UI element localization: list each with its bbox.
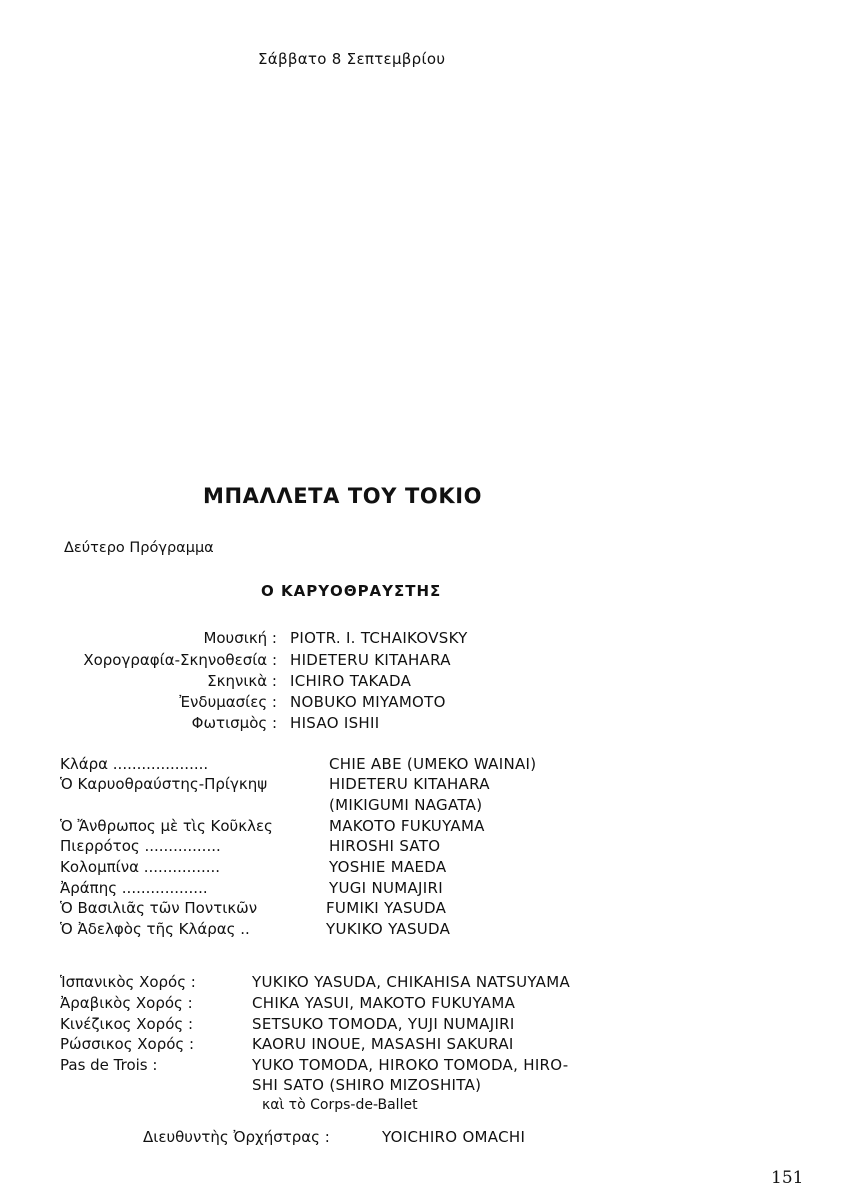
cast-name: FUMIKI YASUDA	[326, 899, 447, 917]
dance-performers: SETSUKO TOMODA, YUJI NUMAJIRI	[252, 1015, 515, 1033]
dance-performers: SHI SATO (SHIRO MIZOSHITA)	[252, 1076, 482, 1094]
credit-role: Χορογραφία-Σκηνοθεσία :	[83, 651, 277, 669]
cast-role: Κολομπίνα ................	[60, 858, 221, 876]
cast-name: YUGI NUMAJIRI	[329, 879, 443, 897]
cast-name: (MIKIGUMI NAGATA)	[329, 796, 483, 814]
dance-performers: YUKIKO YASUDA, CHIKAHISA NATSUYAMA	[252, 973, 571, 991]
cast-name: CHIE ABE (UMEKO WAINAI)	[329, 755, 537, 773]
dance-role: Ρώσσικος Χορός :	[60, 1035, 195, 1053]
cast-name: HIROSHI SATO	[329, 837, 441, 855]
cast-name: HIDETERU KITAHARA	[329, 775, 490, 793]
page-number: 151	[771, 1168, 804, 1188]
credit-role: Ἐνδυμασίες :	[179, 693, 277, 711]
credit-role: Μουσική :	[203, 629, 277, 647]
conductor-role: Διευθυντὴς Ὀρχήστρας :	[143, 1128, 330, 1146]
cast-name: YUKIKO YASUDA	[326, 920, 451, 938]
work-title: Ο ΚΑΡΥΟΘΡΑΥΣΤΗΣ	[261, 582, 442, 600]
credit-name: HISAO ISHII	[290, 714, 380, 732]
cast-role: Ὁ Καρυοθραύστης-Πρίγκηψ	[60, 775, 268, 793]
credit-name: ICHIRO TAKADA	[290, 672, 412, 690]
credit-role: Σκηνικὰ :	[207, 672, 277, 690]
performance-date: Σάββατο 8 Σεπτεμβρίου	[258, 50, 446, 68]
corps-de-ballet-note: καὶ τὸ Corps-de-Ballet	[262, 1097, 418, 1113]
cast-role: Ὁ Ἄνθρωπος μὲ τὶς Κοῦκλες	[60, 817, 273, 835]
credit-role: Φωτισμὸς :	[191, 714, 277, 732]
cast-role: Ὁ Βασιλιᾶς τῶν Ποντικῶν	[60, 899, 258, 917]
company-title: ΜΠΑΛΛΕΤΑ ΤΟΥ ΤΟΚΙΟ	[203, 484, 483, 508]
dance-performers: CHIKA YASUI, MAKOTO FUKUYAMA	[252, 994, 516, 1012]
dance-role: Ἀραβικὸς Χορός :	[60, 994, 193, 1012]
cast-name: YOSHIE MAEDA	[329, 858, 447, 876]
dance-performers: YUKO TOMODA, HIROKO TOMODA, HIRO-	[252, 1056, 569, 1074]
credit-name: HIDETERU KITAHARA	[290, 651, 451, 669]
cast-role: Κλάρα ....................	[60, 755, 209, 773]
credit-name: PIOTR. I. TCHAIKOVSKY	[290, 629, 468, 647]
program-label: Δεύτερο Πρόγραμμα	[64, 540, 214, 556]
credit-name: NOBUKO MIYAMOTO	[290, 693, 446, 711]
cast-name: MAKOTO FUKUYAMA	[329, 817, 485, 835]
dance-performers: KAORU INOUE, MASASHI SAKURAI	[252, 1035, 514, 1053]
cast-role: Ἀράπης ..................	[60, 879, 208, 897]
cast-role: Ὁ Ἀδελφὸς τῆς Κλάρας ..	[60, 920, 250, 938]
dance-role: Κινέζικος Χορός :	[60, 1015, 194, 1033]
dance-role: Ἱσπανικὸς Χορός :	[60, 973, 196, 991]
conductor-name: YOICHIRO OMACHI	[382, 1128, 526, 1146]
cast-role: Πιερρότος ................	[60, 837, 221, 855]
dance-role: Pas de Trois :	[60, 1056, 158, 1074]
